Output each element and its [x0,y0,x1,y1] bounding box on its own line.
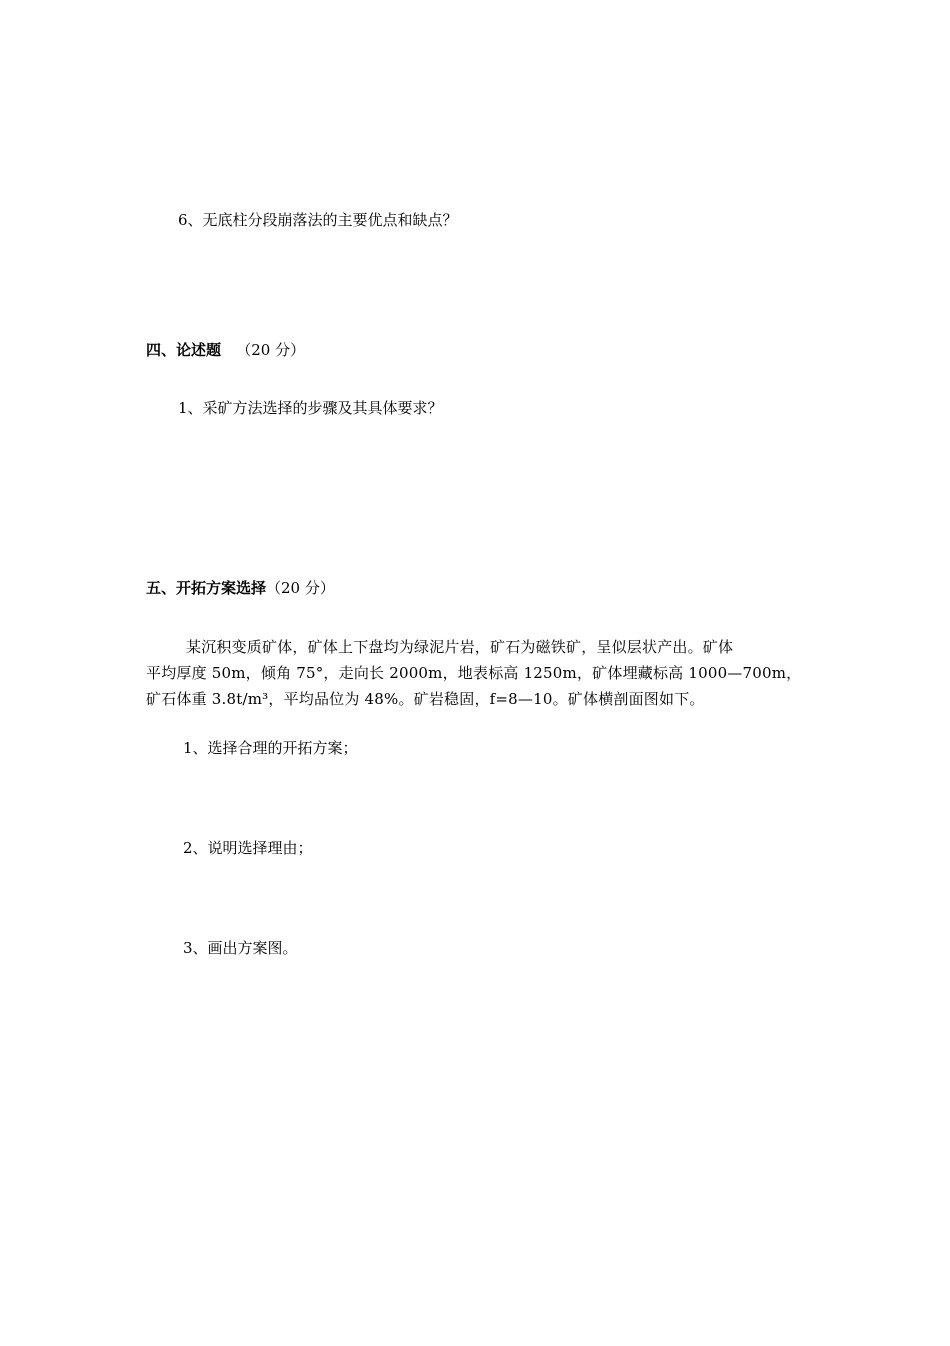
section-4-heading [146,340,305,360]
section-4-score: （20 分） [236,341,306,359]
section-5-paragraph-line-3: 矿石体重 3.8t/m³，平均品位为 48%。矿岩稳固，f=8—10。矿体横剖面图如下。 [146,690,705,708]
section-5-question-2: 2、说明选择理由； [183,839,313,857]
question-6: 6、无底柱分段崩落法的主要优点和缺点？ [178,211,458,229]
section-5-question-3: 3、画出方案图。 [183,939,298,957]
section-4-title: 四、论述题 [146,341,222,359]
section-4-question-1: 1、采矿方法选择的步骤及其具体要求？ [178,399,443,417]
section-5-title: 五、开拓方案选择 [146,579,267,597]
section-5-paragraph-line-1: 某沉积变质矿体，矿体上下盘均为绿泥片岩，矿石为磁铁矿，呈似层状产出。矿体 [186,638,734,656]
section-5-score: （20 分） [266,579,335,597]
section-5-paragraph-line-2: 平均厚度 50m，倾角 75°，走向长 2000m，地表标高 1250m，矿体埋藏标高 1000—700m， [146,664,802,682]
section-5-heading [146,578,335,598]
section-5-question-1: 1、选择合理的开拓方案； [183,739,358,757]
